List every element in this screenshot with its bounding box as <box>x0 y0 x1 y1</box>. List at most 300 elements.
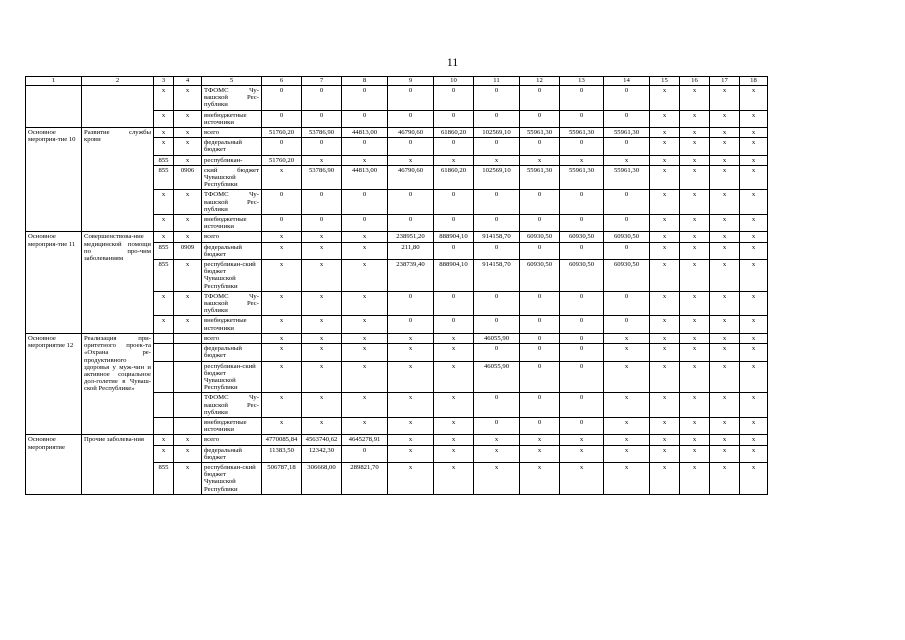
value-cell: x <box>680 155 710 165</box>
value-cell: x <box>262 393 302 418</box>
value-cell: 0 <box>520 316 560 333</box>
column-number-11: 11 <box>474 77 520 86</box>
code-grbs <box>154 333 174 343</box>
value-cell: x <box>388 462 434 494</box>
value-cell: 0 <box>520 333 560 343</box>
value-cell: x <box>740 242 768 259</box>
value-cell: x <box>560 435 604 445</box>
value-cell: x <box>680 316 710 333</box>
funding-source: ТФОМС Чу-вашской Рес-публики <box>202 291 262 316</box>
value-cell: x <box>262 165 302 190</box>
value-cell: x <box>740 190 768 215</box>
value-cell: x <box>474 435 520 445</box>
column-number-16: 16 <box>680 77 710 86</box>
value-cell: 0 <box>520 110 560 127</box>
value-cell: 55961,30 <box>520 128 560 138</box>
funding-source: республикан- <box>202 155 262 165</box>
code-rzpr: 0906 <box>174 165 202 190</box>
value-cell: x <box>262 344 302 361</box>
value-cell: 0 <box>520 344 560 361</box>
value-cell: x <box>434 393 474 418</box>
value-cell: 0 <box>604 291 650 316</box>
funding-source: внебюджетные источники <box>202 215 262 232</box>
column-number-7: 7 <box>302 77 342 86</box>
value-cell: 0 <box>342 215 388 232</box>
code-grbs: 855 <box>154 462 174 494</box>
value-cell: x <box>262 232 302 242</box>
value-cell: x <box>710 291 740 316</box>
value-cell: 0 <box>560 393 604 418</box>
code-rzpr: x <box>174 86 202 111</box>
value-cell: x <box>710 445 740 462</box>
code-grbs: x <box>154 232 174 242</box>
value-cell: x <box>680 215 710 232</box>
value-cell: x <box>262 361 302 393</box>
code-grbs: x <box>154 445 174 462</box>
column-number-18: 18 <box>740 77 768 86</box>
value-cell: 60930,50 <box>560 260 604 292</box>
column-number-14: 14 <box>604 77 650 86</box>
value-cell: x <box>680 110 710 127</box>
value-cell: x <box>680 445 710 462</box>
value-cell: 0 <box>474 291 520 316</box>
value-cell: 289821,70 <box>342 462 388 494</box>
value-cell: 46055,90 <box>474 361 520 393</box>
code-rzpr: x <box>174 316 202 333</box>
value-cell: x <box>680 344 710 361</box>
value-cell: 51760,20 <box>262 155 302 165</box>
value-cell: x <box>740 155 768 165</box>
value-cell: 0 <box>302 215 342 232</box>
value-cell: 0 <box>262 190 302 215</box>
column-number-4: 4 <box>174 77 202 86</box>
value-cell: x <box>650 291 680 316</box>
value-cell: 0 <box>342 86 388 111</box>
value-cell: 0 <box>434 86 474 111</box>
measure-description: Развитие службы крови <box>82 128 154 232</box>
code-grbs: x <box>154 128 174 138</box>
column-number-12: 12 <box>520 77 560 86</box>
value-cell: x <box>650 232 680 242</box>
value-cell: 0 <box>474 417 520 434</box>
value-cell: 238739,40 <box>388 260 434 292</box>
value-cell: x <box>302 417 342 434</box>
value-cell: x <box>302 155 342 165</box>
value-cell: 60930,50 <box>560 232 604 242</box>
value-cell: x <box>604 462 650 494</box>
value-cell: x <box>342 242 388 259</box>
value-cell: x <box>650 316 680 333</box>
value-cell: x <box>262 316 302 333</box>
value-cell: x <box>680 333 710 343</box>
value-cell: x <box>434 417 474 434</box>
code-rzpr <box>174 344 202 361</box>
value-cell: 55961,30 <box>520 165 560 190</box>
value-cell: 0 <box>604 86 650 111</box>
value-cell: x <box>740 215 768 232</box>
value-cell: x <box>604 344 650 361</box>
value-cell: 0 <box>520 86 560 111</box>
value-cell: x <box>650 417 680 434</box>
value-cell: x <box>302 232 342 242</box>
value-cell: 55961,30 <box>560 165 604 190</box>
value-cell: 53786,90 <box>302 165 342 190</box>
value-cell: x <box>560 445 604 462</box>
column-number-5: 5 <box>202 77 262 86</box>
code-rzpr <box>174 333 202 343</box>
value-cell: x <box>740 232 768 242</box>
value-cell: 0 <box>520 138 560 155</box>
value-cell: x <box>388 445 434 462</box>
value-cell: 12342,30 <box>302 445 342 462</box>
value-cell: 0 <box>434 291 474 316</box>
value-cell: x <box>740 138 768 155</box>
value-cell: x <box>740 86 768 111</box>
value-cell: x <box>710 232 740 242</box>
value-cell: 60930,50 <box>604 232 650 242</box>
column-number-6: 6 <box>262 77 302 86</box>
value-cell: x <box>342 260 388 292</box>
value-cell: 0 <box>474 393 520 418</box>
value-cell: x <box>342 393 388 418</box>
value-cell: x <box>680 435 710 445</box>
funding-source: внебюджетные источники <box>202 316 262 333</box>
value-cell: 0 <box>560 291 604 316</box>
value-cell: 0 <box>520 215 560 232</box>
value-cell: 0 <box>388 316 434 333</box>
value-cell: 60930,50 <box>520 260 560 292</box>
funding-source: республикан-ский бюджет Чувашской Республики <box>202 361 262 393</box>
value-cell: 0 <box>560 138 604 155</box>
value-cell: x <box>710 128 740 138</box>
value-cell: x <box>388 155 434 165</box>
measure-name: Основное мероприятие 12 <box>26 333 82 434</box>
value-cell: x <box>740 435 768 445</box>
value-cell: 11383,50 <box>262 445 302 462</box>
column-number-8: 8 <box>342 77 388 86</box>
value-cell: 0 <box>560 215 604 232</box>
value-cell: x <box>740 333 768 343</box>
value-cell: x <box>388 393 434 418</box>
value-cell: x <box>710 361 740 393</box>
value-cell: 0 <box>302 86 342 111</box>
value-cell: x <box>740 462 768 494</box>
value-cell: x <box>680 393 710 418</box>
code-grbs <box>154 361 174 393</box>
value-cell: x <box>740 361 768 393</box>
value-cell: x <box>680 190 710 215</box>
value-cell: 0 <box>388 291 434 316</box>
value-cell: 914158,70 <box>474 232 520 242</box>
value-cell: 4770085,84 <box>262 435 302 445</box>
value-cell: x <box>262 333 302 343</box>
value-cell: x <box>434 435 474 445</box>
value-cell: 0 <box>342 110 388 127</box>
value-cell: x <box>520 155 560 165</box>
value-cell: x <box>710 138 740 155</box>
code-rzpr: 0909 <box>174 242 202 259</box>
value-cell: 0 <box>604 110 650 127</box>
value-cell: x <box>650 155 680 165</box>
value-cell: x <box>680 232 710 242</box>
value-cell: 0 <box>560 344 604 361</box>
value-cell: x <box>650 128 680 138</box>
value-cell: x <box>342 232 388 242</box>
code-grbs: x <box>154 110 174 127</box>
code-rzpr: x <box>174 462 202 494</box>
value-cell: 0 <box>520 361 560 393</box>
measure-name <box>26 86 82 128</box>
value-cell: 44813,00 <box>342 165 388 190</box>
value-cell: x <box>302 242 342 259</box>
value-cell: x <box>650 445 680 462</box>
value-cell: 0 <box>560 361 604 393</box>
value-cell: 60930,50 <box>604 260 650 292</box>
measure-name: Основное мероприя-тие 11 <box>26 232 82 333</box>
value-cell: 0 <box>434 215 474 232</box>
value-cell: 0 <box>388 190 434 215</box>
code-grbs <box>154 393 174 418</box>
value-cell: 506787,18 <box>262 462 302 494</box>
value-cell: 0 <box>520 417 560 434</box>
code-rzpr: x <box>174 190 202 215</box>
value-cell: x <box>740 445 768 462</box>
value-cell: x <box>388 361 434 393</box>
value-cell: x <box>650 435 680 445</box>
value-cell: 0 <box>262 215 302 232</box>
value-cell: 102569,10 <box>474 128 520 138</box>
value-cell: x <box>710 344 740 361</box>
value-cell: 4645278,91 <box>342 435 388 445</box>
code-grbs: x <box>154 215 174 232</box>
code-rzpr: x <box>174 155 202 165</box>
table-row <box>26 333 768 343</box>
value-cell: x <box>342 417 388 434</box>
value-cell: x <box>650 344 680 361</box>
column-number-13: 13 <box>560 77 604 86</box>
funding-source: всего <box>202 435 262 445</box>
funding-source: республикан-ский бюджет Чувашской Республики <box>202 462 262 494</box>
value-cell: x <box>520 435 560 445</box>
table-row <box>26 435 768 445</box>
funding-source: внебюджетные источники <box>202 110 262 127</box>
value-cell: x <box>710 190 740 215</box>
value-cell: x <box>680 242 710 259</box>
value-cell: x <box>262 260 302 292</box>
value-cell: x <box>342 316 388 333</box>
value-cell: x <box>680 128 710 138</box>
value-cell: x <box>650 260 680 292</box>
value-cell: 0 <box>434 242 474 259</box>
value-cell: x <box>650 138 680 155</box>
value-cell: x <box>740 291 768 316</box>
code-rzpr: x <box>174 291 202 316</box>
funding-source: федеральный бюджет <box>202 445 262 462</box>
value-cell: 46790,60 <box>388 128 434 138</box>
value-cell: 0 <box>342 445 388 462</box>
value-cell: 0 <box>302 138 342 155</box>
value-cell: x <box>604 445 650 462</box>
value-cell: x <box>740 316 768 333</box>
budget-table <box>25 76 768 495</box>
value-cell: 914158,70 <box>474 260 520 292</box>
value-cell: x <box>680 260 710 292</box>
measure-name: Основное мероприятие <box>26 435 82 494</box>
value-cell: 0 <box>560 190 604 215</box>
funding-source: ТФОМС Чу-вашской Рес-публики <box>202 190 262 215</box>
value-cell: x <box>302 393 342 418</box>
code-rzpr <box>174 417 202 434</box>
value-cell: x <box>434 462 474 494</box>
value-cell: x <box>710 462 740 494</box>
value-cell: x <box>604 155 650 165</box>
code-grbs: 855 <box>154 260 174 292</box>
value-cell: 44813,00 <box>342 128 388 138</box>
value-cell: x <box>262 291 302 316</box>
measure-description: Реализация при-оритетного проек-та «Охрана ре-продуктивного здоровья у муж-чин и активное социальное дол-голетие в Чуваш-ской Республике» <box>82 333 154 434</box>
value-cell: x <box>650 215 680 232</box>
value-cell: 0 <box>342 138 388 155</box>
value-cell: 46055,90 <box>474 333 520 343</box>
code-grbs: 855 <box>154 165 174 190</box>
value-cell: 51760,20 <box>262 128 302 138</box>
column-number-17: 17 <box>710 77 740 86</box>
value-cell: x <box>342 361 388 393</box>
value-cell: x <box>560 155 604 165</box>
value-cell: 0 <box>388 86 434 111</box>
value-cell: x <box>710 417 740 434</box>
value-cell: 0 <box>604 190 650 215</box>
value-cell: x <box>520 462 560 494</box>
value-cell: x <box>262 417 302 434</box>
code-rzpr: x <box>174 215 202 232</box>
value-cell: x <box>302 361 342 393</box>
funding-source: республикан-ский бюджет Чувашской Республики <box>202 260 262 292</box>
value-cell: x <box>740 110 768 127</box>
code-grbs: 855 <box>154 155 174 165</box>
value-cell: x <box>680 417 710 434</box>
value-cell: 53786,90 <box>302 128 342 138</box>
value-cell: x <box>342 344 388 361</box>
value-cell: x <box>474 155 520 165</box>
value-cell: 46790,60 <box>388 165 434 190</box>
value-cell: 0 <box>434 110 474 127</box>
table-row <box>26 232 768 242</box>
code-grbs: 855 <box>154 242 174 259</box>
value-cell: x <box>434 344 474 361</box>
value-cell: 306668,00 <box>302 462 342 494</box>
funding-source: ТФОМС Чу-вашской Рес-публики <box>202 86 262 111</box>
value-cell: 0 <box>604 138 650 155</box>
value-cell: 0 <box>560 110 604 127</box>
value-cell: 61860,20 <box>434 165 474 190</box>
value-cell: x <box>262 242 302 259</box>
value-cell: 0 <box>302 190 342 215</box>
value-cell: 55961,30 <box>560 128 604 138</box>
value-cell: x <box>302 333 342 343</box>
value-cell: 0 <box>520 242 560 259</box>
code-rzpr: x <box>174 128 202 138</box>
code-grbs: x <box>154 316 174 333</box>
value-cell: x <box>342 155 388 165</box>
value-cell: x <box>560 462 604 494</box>
value-cell: x <box>474 445 520 462</box>
value-cell: x <box>680 462 710 494</box>
value-cell: x <box>302 316 342 333</box>
funding-source: всего <box>202 232 262 242</box>
value-cell: x <box>302 260 342 292</box>
code-rzpr: x <box>174 260 202 292</box>
header-row <box>26 77 768 86</box>
value-cell: x <box>710 435 740 445</box>
value-cell: x <box>740 165 768 190</box>
value-cell: x <box>604 393 650 418</box>
code-rzpr <box>174 393 202 418</box>
value-cell: x <box>680 361 710 393</box>
funding-source: федеральный бюджет <box>202 344 262 361</box>
column-number-3: 3 <box>154 77 174 86</box>
value-cell: 0 <box>604 242 650 259</box>
value-cell: x <box>680 138 710 155</box>
funding-source: федеральный бюджет <box>202 242 262 259</box>
code-grbs: x <box>154 138 174 155</box>
value-cell: 888904,10 <box>434 232 474 242</box>
table-row <box>26 86 768 111</box>
value-cell: x <box>740 344 768 361</box>
funding-source: внебюджетные источники <box>202 417 262 434</box>
code-rzpr: x <box>174 110 202 127</box>
code-grbs: x <box>154 86 174 111</box>
value-cell: 0 <box>474 110 520 127</box>
column-number-1: 1 <box>26 77 82 86</box>
value-cell: x <box>388 417 434 434</box>
value-cell: 0 <box>474 86 520 111</box>
value-cell: x <box>710 165 740 190</box>
value-cell: x <box>710 110 740 127</box>
value-cell: 0 <box>302 110 342 127</box>
page-number: 11 <box>446 55 459 69</box>
value-cell: 0 <box>604 316 650 333</box>
value-cell: 0 <box>388 215 434 232</box>
value-cell: 0 <box>434 316 474 333</box>
measure-description <box>82 86 154 128</box>
code-grbs <box>154 417 174 434</box>
value-cell: x <box>474 462 520 494</box>
value-cell: x <box>680 291 710 316</box>
code-grbs: x <box>154 435 174 445</box>
value-cell: x <box>342 333 388 343</box>
value-cell: x <box>342 291 388 316</box>
value-cell: x <box>650 190 680 215</box>
value-cell: 0 <box>520 190 560 215</box>
value-cell: x <box>650 393 680 418</box>
value-cell: x <box>740 260 768 292</box>
value-cell: 55961,30 <box>604 165 650 190</box>
value-cell: x <box>388 344 434 361</box>
value-cell: x <box>710 86 740 111</box>
funding-source: всего <box>202 128 262 138</box>
value-cell: 0 <box>474 190 520 215</box>
value-cell: 0 <box>388 110 434 127</box>
value-cell: x <box>740 393 768 418</box>
measure-name: Основное мероприя-тие 10 <box>26 128 82 232</box>
value-cell: x <box>520 445 560 462</box>
value-cell: 0 <box>262 86 302 111</box>
value-cell: x <box>604 417 650 434</box>
value-cell: 0 <box>474 344 520 361</box>
value-cell: x <box>680 165 710 190</box>
value-cell: 211,80 <box>388 242 434 259</box>
